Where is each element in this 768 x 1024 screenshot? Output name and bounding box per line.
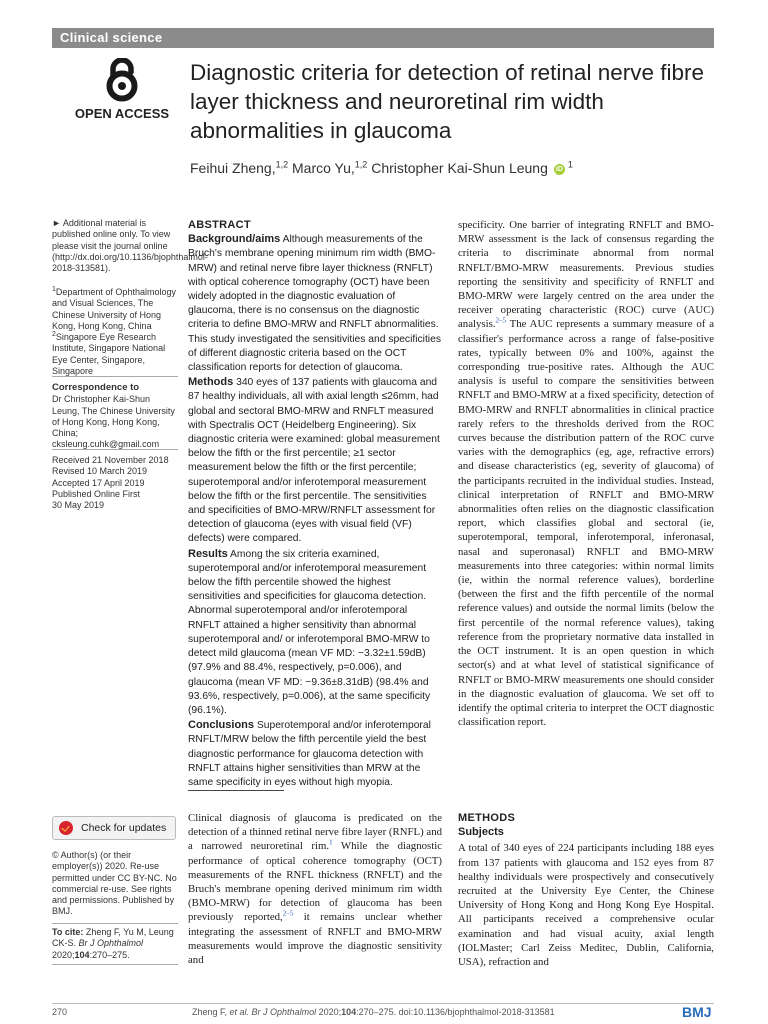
abstract-results-label: Results xyxy=(188,547,228,560)
introduction xyxy=(188,811,442,967)
section-label: Clinical science xyxy=(60,30,163,45)
affiliation-number: 1 xyxy=(52,286,56,293)
abstract-methods-label: Methods xyxy=(188,376,234,389)
citation-box xyxy=(52,923,178,965)
page-number: 270 xyxy=(52,1007,68,1017)
body-text: Clinical diagnosis of glaucoma is predicated on the detection of a thinned retinal nerve fibre layer (RNFL) and a narrowed neuroretinal rim. xyxy=(188,812,442,853)
abstract-background-label: Background/aims xyxy=(188,233,281,246)
affiliation-text: Singapore Eye Research Institute, Singapore National Eye Center, Singapore, Singapore xyxy=(52,332,166,377)
abstract-heading: ABSTRACT xyxy=(188,219,251,231)
footer-cite-part: Zheng F, xyxy=(192,1007,230,1017)
body-text: While the diagnostic performance of optical coherence tomography (OCT) measurements of the RNFL thickness (RNFLT) and the Bruch's membrane opening derived minimum rim width (BMO-MRW) for detection of glaucoma has been previously reported, xyxy=(188,840,442,924)
cite-pages: :270–275. xyxy=(89,949,130,960)
abstract-results-text: Among the six criteria examined, superotemporal and/or inferotemporal measurement below the fifth percentile showed the highest sensitivities and specificities for glaucoma detection. Abnormal superotemporal and/or inferotemporal RNFLT attained a higher sensitivity than abnormal superotemporal and/ or inferotemporal BMO-MRW to detect mild glaucoma (mean VF MD: −3.32±1.59dB) (97.9% and 88.4%, respectively, p=0.006), and glaucoma (mean VF MD: −9.36±8.31dB) (98.4% and 93.6%, respectively, p=0.006), at the same specificity (96.1%). xyxy=(188,548,431,716)
methods-section xyxy=(458,811,714,969)
abstract-background xyxy=(188,232,442,375)
body-text: The AUC represents a summary measure of a classifier's performance across a range of false-positive rates, typically between 0% and 100%, against the corresponding true-positive rates. Although the AUC analysis is useful to compare the sensitivities between RNFLT and BMO-MRW at a fixed specificity, detection of BMO-MRW and RNFLT abnormalities in clinical practice rarely refers to the thresholds derived from the ROC curves because the distribution pattern of the ROC curve varies with the demographics (eg, age, refractive errors) and disease characteristics (eg, severity of glaucoma) of the participants recruited in the individual studies. Instead, clinical interpretation of RNFLT and BMO-MRW abnormalities often relies on the diagnostic classification report, which classifies global and sectoral (ie, superotemporal, temporal, inferotemporal, inferonasal, nasal and superonasal) RNFLT and BMO-MRW measurements into three categories: within normal limits (ie, within the normal reference values), borderline (between the first and the fifth percentile of the normal reference values) and outside the normal limits (below the first percentile of the normal reference values), taking reference from the proprietary normative data installed in the OCT instrument. It is an open question in which sector(s) and at what level of statistical significance of RNFLT or BMO-MRW measurements one should consider in the diagnostic evaluation of glaucoma. We set off to identify the optimal criteria to interpret the OCT diagnostic classification report. xyxy=(458,318,714,729)
footer-cite-journal: . Br J Ophthalmol xyxy=(246,1007,317,1017)
footer-divider xyxy=(52,1003,714,1004)
sidebar-divider xyxy=(52,449,178,450)
correspondence-text: Dr Christopher Kai-Shun Leung, The Chinese University of Hong Kong, Hong Kong, China; cksleung.cuhk@gmail.com xyxy=(52,394,175,450)
check-for-updates-label: Check for updates xyxy=(81,822,167,834)
footer-citation xyxy=(192,1007,555,1017)
footer-cite-volume: 104 xyxy=(341,1007,357,1017)
check-for-updates-icon xyxy=(59,821,73,835)
affiliation-1 xyxy=(52,287,178,332)
publication-dates xyxy=(52,455,178,511)
open-access-icon xyxy=(96,58,148,102)
abstract xyxy=(188,218,442,790)
date-accepted: Accepted 17 April 2019 xyxy=(52,477,145,488)
abstract-results xyxy=(188,547,442,718)
introduction-continued xyxy=(458,218,714,729)
methods-heading: METHODS xyxy=(458,812,516,824)
cite-journal: Br J Ophthalmol xyxy=(78,938,144,949)
affiliation-2 xyxy=(52,332,178,377)
cite-volume: 104 xyxy=(74,949,90,960)
body-text: specificity. One barrier of integrating RNFLT and BMO-MRW assessment is the lack of consensus regarding the criteria to discriminate abnormal from normal RNFLT/BMO-MRW measurements. Previous studies reporting the sensitivity and specificity of RNFLT and BMO-MRW were largely centred on the area under the receiver operating characteristic (ROC) curve (AUC) analysis. xyxy=(458,219,714,331)
cite-text: Zheng F, Yu M, Leung CK-S. xyxy=(52,927,174,949)
abstract-methods xyxy=(188,375,442,546)
methods-text: A total of 340 eyes of 224 participants including 188 eyes from 137 patients with glaucoma and 152 eyes from 87 healthy individuals were prospectively and consecutively recruited at the University Eye Center, the Chinese University of Hong Kong and Hong Kong Eye Hospital. All participants received a comprehensive ocular examination and had visual acuity, axial length (IOLMaster; Carl Zeiss Meditec, Dublin, California, USA), refraction and xyxy=(458,842,714,969)
orcid-icon[interactable]: iD xyxy=(555,165,563,173)
affiliations xyxy=(52,287,178,377)
subjects-subheading: Subjects xyxy=(458,826,504,839)
body-text: it remains unclear whether integrating the assessment of RNFLT and BMO-MRW measurements would improve the diagnostic sensitivity and xyxy=(188,911,442,967)
correspondence-heading: Correspondence to xyxy=(52,382,140,393)
author-affiliation-ref: 1,2 xyxy=(354,159,368,170)
author-name: Marco Yu, xyxy=(288,160,355,176)
abstract-conclusions-text: Superotemporal and/or inferotemporal RNFLT/MRW below the fifth percentile yield the best diagnostic performance for glaucoma detection with RNFLT attains higher sensitivities than MRW at the same specificity in eyes without high myopia. xyxy=(188,720,431,788)
footer-cite-doi: :270–275. doi:10.1136/bjophthalmol-2018-313581 xyxy=(356,1007,555,1017)
affiliation-text: Department of Ophthalmology and Visual Sciences, The Chinese University of Hong Kong, Hong Kong, China xyxy=(52,287,176,331)
date-published: 30 May 2019 xyxy=(52,500,105,511)
bmj-logo: BMJ xyxy=(682,1004,712,1020)
date-revised: Revised 10 March 2019 xyxy=(52,466,148,477)
author-affiliation-ref: 1 xyxy=(567,159,573,170)
open-access-logo xyxy=(72,58,172,128)
date-published-label: Published Online First xyxy=(52,488,141,499)
author-name: Feihui Zheng, xyxy=(190,160,276,176)
open-access-label: OPEN ACCESS xyxy=(74,106,170,121)
author-name: Christopher Kai-Shun Leung xyxy=(367,160,548,176)
check-for-updates-button[interactable] xyxy=(52,816,176,840)
affiliation-number: 2 xyxy=(52,331,56,339)
section-header-bar xyxy=(52,28,714,48)
reference-link[interactable]: 2–5 xyxy=(495,316,506,325)
abstract-conclusions xyxy=(188,718,442,790)
abstract-end-rule xyxy=(188,790,284,791)
footer-cite-part: 2020; xyxy=(316,1007,342,1017)
cite-year: 2020; xyxy=(52,949,75,960)
additional-material-note: ► Additional material is published online only. To view please visit the journal online (http://dx.doi.org/10.1136/bjophthalmol-2018-313581). xyxy=(52,218,208,274)
sidebar-divider xyxy=(52,376,178,377)
reference-link[interactable]: 1 xyxy=(329,838,333,847)
abstract-methods-text: 340 eyes of 137 patients with glaucoma and 87 healthy individuals, all with axial length ≤26mm, had global and sectoral BMO-MRW and RNFLT measured with Spectralis OCT (Heidelberg Engineering). Six diagnostic criteria were examined: global measurement below the fifth or the first percentile; ≥1 sector measurement below the fifth or the first percentile; superotemporal and/or inferotemporal measurement below the fifth or the first percentile. The sensitivities and specificities of BMO-MRW/RNFLT assessment for detection of glaucoma (eyes with visual field (VF) defects) were compared. xyxy=(188,377,440,545)
author-list xyxy=(190,160,720,176)
correspondence xyxy=(52,382,178,451)
date-received: Received 21 November 2018 xyxy=(52,455,169,465)
copyright-notice: © Author(s) (or their employer(s)) 2020. Re-use permitted under CC BY-NC. No commercial re-use. See rights and permissions. Published by BMJ. xyxy=(52,850,177,917)
author-affiliation-ref: 1,2 xyxy=(275,159,289,170)
cite-label: To cite: xyxy=(52,927,84,937)
abstract-background-text: Although measurements of the Bruch's membrane opening minimum rim width (BMO-MRW) and retinal nerve fibre layer thickness (RNFLT) with optical coherence tomography (OCT) have been widely adopted in the diagnostic evaluation of glaucoma, there is no consensus on the diagnostic criteria to define BMO-MRW and RNFLT abnormalities. This study investigated the sensitivities and specificities of different diagnostic criteria based on the OCT classification reports for detection of glaucoma. xyxy=(188,234,441,374)
abstract-conclusions-label: Conclusions xyxy=(188,719,255,732)
footer-cite-part: et al xyxy=(229,1007,247,1017)
reference-link[interactable]: 2–5 xyxy=(282,909,294,918)
article-title: Diagnostic criteria for detection of retinal nerve fibre layer thickness and neuroretinal rim width abnormalities in glaucoma xyxy=(190,60,704,143)
